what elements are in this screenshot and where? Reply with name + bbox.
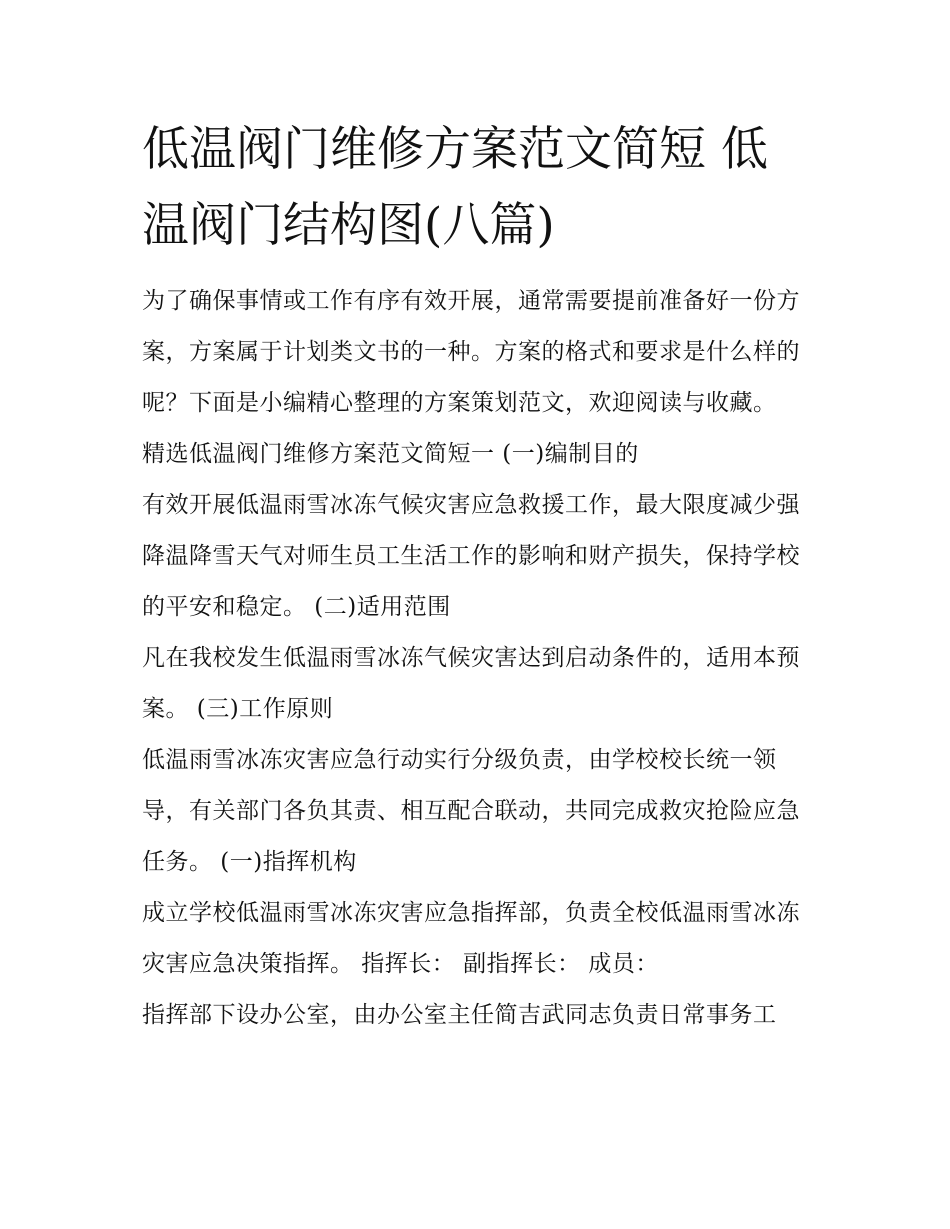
paragraph-section-heading: 精选低温阀门维修方案范文简短一 (一)编制目的 — [142, 441, 639, 467]
document-page — [142, 112, 812, 1041]
paragraph-purpose: 有效开展低温雨雪冰冻气候灾害应急救援工作，最大限度减少强降温降雪天气对师生员工生活工作的影响和财产损失，保持学校的平安和稳定。 (二)适用范围 — [142, 492, 800, 620]
paragraph-office: 指挥部下设办公室，由办公室主任简吉武同志负责日常事务工 — [142, 1002, 777, 1028]
paragraph-intro: 为了确保事情或工作有序有效开展，通常需要提前准备好一份方案，方案属于计划类文书的一种。方案的格式和要求是什么样的呢？下面是小编精心整理的方案策划范文，欢迎阅读与收藏。 — [142, 288, 800, 416]
paragraph-command: 成立学校低温雨雪冰冻灾害应急指挥部，负责全校低温雨雪冰冻灾害应急决策指挥。 指挥长： 副指挥长： 成员： — [142, 900, 800, 977]
paragraph-scope: 凡在我校发生低温雨雪冰冻气候灾害达到启动条件的，适用本预案。 (三)工作原则 — [142, 645, 800, 722]
document-body — [142, 276, 812, 1041]
document-title: 低温阀门维修方案范文简短 低温阀门结构图(八篇) — [142, 122, 768, 253]
paragraph-principles: 低温雨雪冰冻灾害应急行动实行分级负责，由学校校长统一领导，有关部门各负其责、相互配合联动，共同完成救灾抢险应急任务。 (一)指挥机构 — [142, 747, 800, 875]
